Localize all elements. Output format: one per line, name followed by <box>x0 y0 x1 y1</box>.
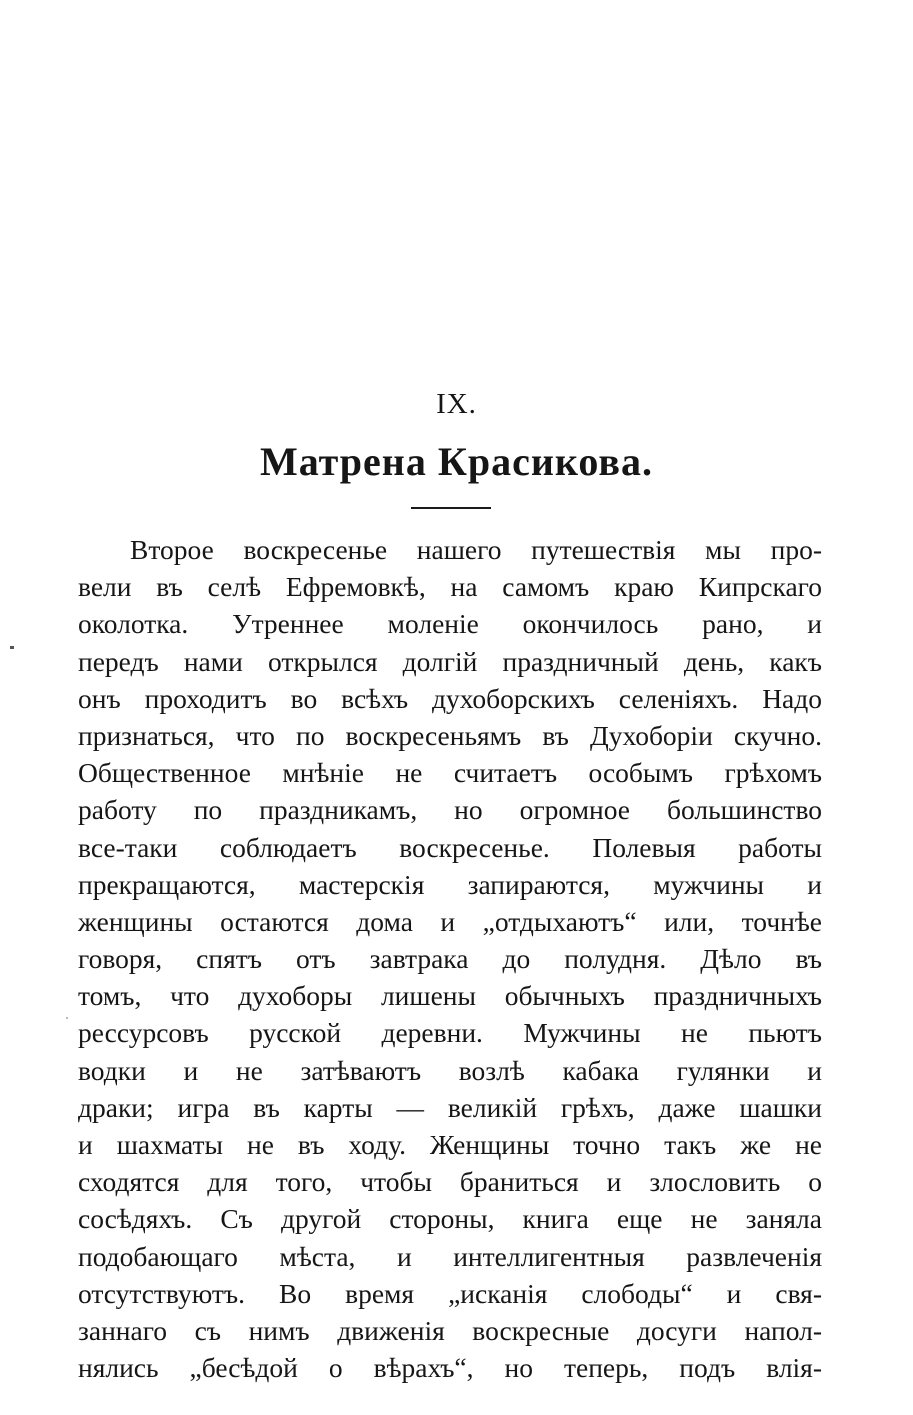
text-line: онъ проходитъ во всѣхъ духоборскихъ селеніяхъ. Надо <box>78 682 822 714</box>
title-divider <box>411 507 491 509</box>
text-line: подобающаго мѣста, и интеллигентныя развлеченія <box>78 1240 822 1272</box>
text-line: передъ нами открылся долгій праздничный день, какъ <box>78 645 822 677</box>
chapter-title: Матрена Красикова. <box>259 439 654 484</box>
text-line: женщины остаются дома и „отдыхаютъ“ или, точнѣе <box>78 905 822 937</box>
scan-speck <box>66 1017 68 1019</box>
text-line: сходятся для того, чтобы браниться и злословить о <box>78 1166 822 1198</box>
chapter-number: IX. <box>436 388 477 420</box>
text-line: сосѣдяхъ. Съ другой стороны, книга еще не заняла <box>78 1203 822 1235</box>
text-line: водки и не затѣваютъ возлѣ кабака гулянки и <box>78 1054 822 1086</box>
text-line: драки; игра въ карты — великій грѣхъ, даже шашки <box>78 1091 822 1123</box>
text-line: и шахматы не въ ходу. Женщины точно такъ же не <box>78 1129 822 1160</box>
text-line: вели въ селѣ Ефремовкѣ, на самомъ краю Кипрскаго <box>78 571 822 603</box>
text-line: Общественное мнѣніе не считаетъ особымъ грѣхомъ <box>78 757 822 789</box>
text-line: работу по праздникамъ, но огромное большинство <box>78 794 822 826</box>
text-line: томъ, что духоборы лишены обычныхъ праздничныхъ <box>78 980 822 1012</box>
text-line: говоря, спятъ отъ завтрака до полудня. Дѣло въ <box>78 943 822 975</box>
body-paragraph <box>78 531 822 1386</box>
text-line: рессурсовъ русской деревни. Мужчины не пьютъ <box>78 1017 822 1049</box>
text-line: признаться, что по воскресеньямъ въ Духоборіи скучно. <box>78 719 822 751</box>
text-line: нялись „бесѣдой о вѣрахъ“, но теперь, подъ влія- <box>78 1352 822 1384</box>
text-line: Второе воскресенье нашего путешествія мы про- <box>130 534 822 565</box>
text-line: отсутствуютъ. Во время „исканія слободы“ и свя- <box>78 1277 822 1309</box>
text-line: околотка. Утреннее моленіе окончилось рано, и <box>78 608 822 640</box>
text-line: все-таки соблюдаетъ воскресенье. Полевыя работы <box>78 831 822 863</box>
text-line: заннаго съ нимъ движенія воскресные досуги напол- <box>78 1314 822 1346</box>
text-line: прекращаются, мастерскія запираются, мужчины и <box>78 868 822 900</box>
scan-speck <box>10 646 14 649</box>
